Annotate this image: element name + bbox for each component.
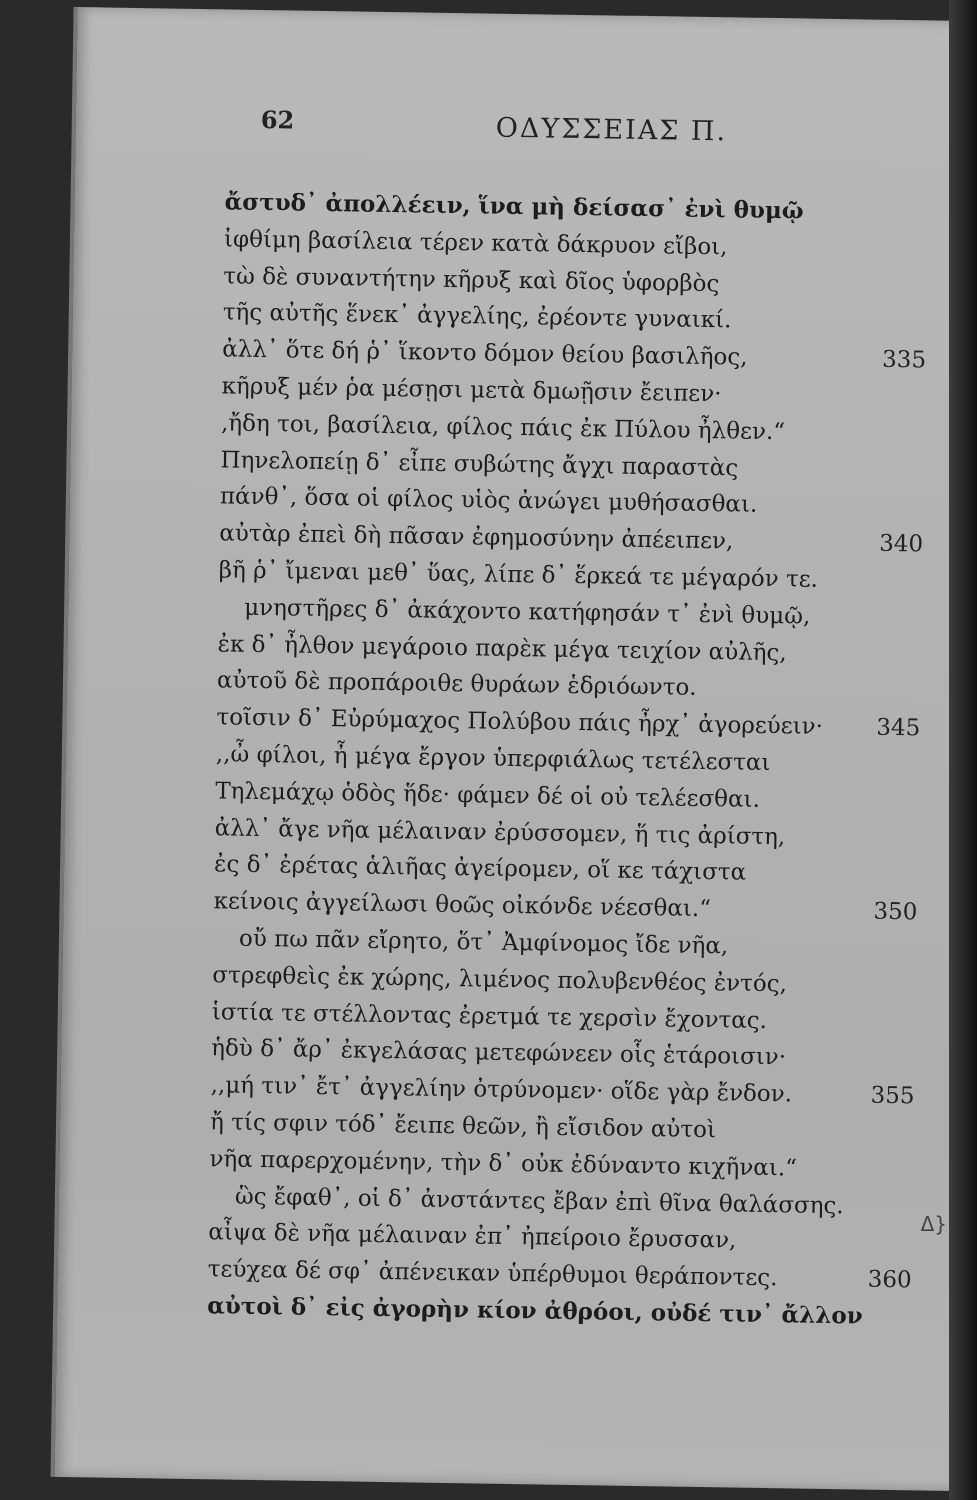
line-number: 340 (879, 530, 924, 558)
verse-text: ἄστυδ᾽ ἀπολλέειν, ἵνα μὴ δείσασ᾽ ἐνὶ θυμῷ (224, 188, 804, 225)
verse-text: ,,μή τιν᾽ ἔτ᾽ ἀγγελίην ὀτρύνομεν· οἵδε γὰρ ἔνδον. (210, 1072, 793, 1108)
line-number: 345 (876, 714, 921, 742)
verse-text-block (207, 184, 945, 1336)
page-number: 62 (260, 104, 295, 135)
verse-text: ,ἤδη τοι, βασίλεια, φίλος πάις ἐκ Πύλου ἦλθεν.“ (220, 410, 786, 445)
verse-text: ὣς ἔφαθ᾽, οἱ δ᾽ ἀνστάντες ἔβαν ἐπὶ θῖνα θαλάσσης. (234, 1183, 844, 1219)
verse-text: ἰφθίμη βασίλεια τέρεν κατὰ δάκρυον εἴβοι, (223, 226, 728, 261)
verse-text: ,,ὦ φίλοι, ἦ μέγα ἔργον ὑπερφιάλως τετέλεσται (215, 741, 771, 776)
verse-text: τὼ δὲ συναντήτην κῆρυξ καὶ δῖος ὑφορβὸς (223, 262, 720, 297)
verse-text: τεύχεα δέ σφ᾽ ἀπένεικαν ὑπέρθυμοι θεράποντες. (207, 1256, 778, 1292)
line-number: 335 (881, 346, 927, 374)
verse-text: αὐτοὶ δ᾽ εἰς ἀγορὴν κίον ἀθρόοι, οὐδέ τιν᾽ ἄλλον (207, 1292, 863, 1330)
verse-text: αἶψα δὲ νῆα μέλαιναν ἐπ᾽ ἠπείροιο ἔρυσσαν, (208, 1219, 737, 1254)
verse-text: αὐτοῦ δὲ προπάροιθε θυράων ἑδριόωντο. (216, 667, 697, 702)
verse-text: ἀλλ᾽ ὅτε δή ῥ᾽ ἵκοντο δόμον θείου βασιλῆος, (222, 336, 748, 371)
verse-text: ἡδὺ δ᾽ ἄρ᾽ ἐκγελάσας μετεφώνεεν οἷς ἑτάροισιν· (211, 1035, 787, 1071)
verse-text: βῆ ῥ᾽ ἴμεναι μεθ᾽ ὕας, λίπε δ᾽ ἕρκεά τε μέγαρόν τε. (218, 557, 819, 593)
verse-text: Πηνελοπείῃ δ᾽ εἶπε συβώτης ἄγχι παραστὰς (220, 446, 739, 482)
verse-text: κείνοις ἀγγείλωσι θοῶς οἰκόνδε νέεσθαι.“ (213, 888, 712, 923)
verse-text: νῆα παρερχομένην, τὴν δ᾽ οὐκ ἐδύναντο κιχῆναι.“ (209, 1145, 798, 1182)
line-number: 360 (867, 1266, 912, 1294)
verse-text: στρεφθεὶς ἐκ χώρης, λιμένος πολυβενθέος ἐντός, (212, 962, 788, 998)
scanner-edge (949, 0, 977, 1500)
verse-text: πάνθ᾽, ὅσα οἱ φίλος υἱὸς ἀνώγει μυθήσασθαι. (219, 483, 758, 519)
verse-text: αὐτὰρ ἐπεὶ δὴ πᾶσαν ἐφημοσύνην ἀπέειπεν, (219, 520, 734, 555)
verse-text: ἤ τίς σφιν τόδ᾽ ἔειπε θεῶν, ἢ εἴσιδον αὐτοὶ (209, 1109, 717, 1144)
verse-text: Τηλεμάχῳ ὁδὸς ἥδε· φάμεν δέ οἱ οὐ τελέεσθαι. (215, 778, 761, 813)
verse-text: κῆρυξ μέν ῥα μέσῃσι μετὰ δμωῇσιν ἔειπεν· (221, 373, 722, 408)
verse-text: τοῖσιν δ᾽ Εὐρύμαχος Πολύβου πάις ἦρχ᾽ ἀγορεύειν· (216, 704, 824, 741)
verse-text: τῆς αὐτῆς ἕνεκ᾽ ἀγγελίης, ἐρέοντε γυναικί. (222, 299, 732, 334)
line-number: 350 (873, 898, 918, 926)
verse-text: ἐς δ᾽ ἐρέτας ἁλιῆας ἀγείρομεν, οἵ κε τάχιστα (213, 851, 747, 887)
page-header (76, 102, 976, 148)
verse-text: μνηστῆρες δ᾽ ἀκάχοντο κατήφησάν τ᾽ ἐνὶ θυμῷ, (243, 594, 811, 630)
verse-text: ἀλλ᾽ ἄγε νῆα μέλαιναν ἐρύσσομεν, ἥ τις ἀρίστη, (214, 814, 786, 850)
book-page (51, 7, 977, 1491)
verse-text: οὔ πω πᾶν εἴρητο, ὅτ᾽ Ἀμφίνομος ἴδε νῆα, (238, 925, 729, 960)
line-number: 355 (870, 1082, 915, 1110)
running-title: ΟΔΥΣΣΕΙΑΣ Π. (495, 112, 728, 148)
margin-mark: Δ} (920, 1212, 947, 1236)
verse-text: ἱστία τε στέλλοντας ἐρετμά τε χερσὶν ἔχοντας. (211, 998, 768, 1034)
verse-text: ἐκ δ᾽ ἦλθον μεγάροιο παρὲκ μέγα τειχίον αὐλῆς, (217, 630, 787, 666)
